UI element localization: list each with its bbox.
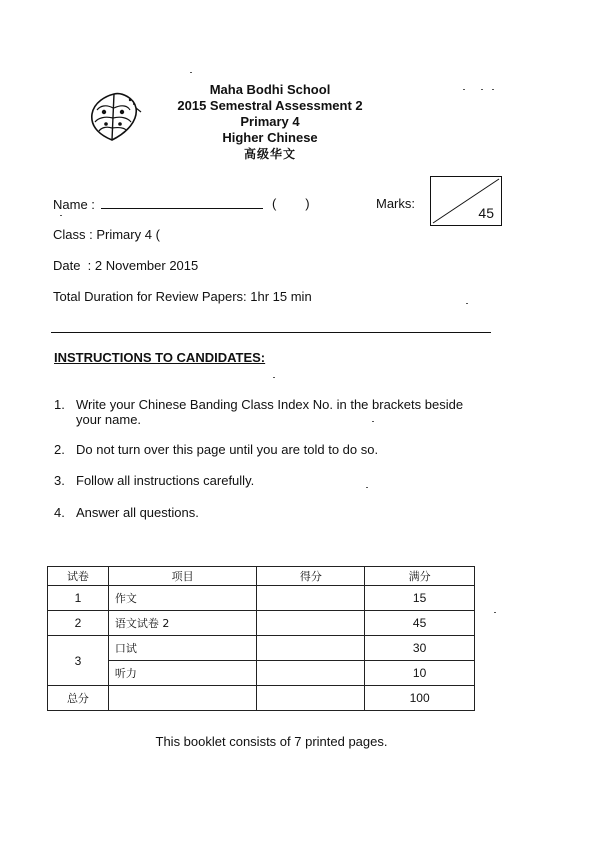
instruction-number: 3. xyxy=(54,473,65,488)
scan-speck xyxy=(366,487,368,488)
scan-speck xyxy=(273,377,275,378)
instruction-number: 4. xyxy=(54,505,65,520)
full-cell: 10 xyxy=(365,661,475,686)
table-row xyxy=(48,611,475,636)
item-cell: 语文试卷 2 xyxy=(108,611,257,636)
duration-field: Total Duration for Review Papers: 1hr 15 min xyxy=(53,289,312,304)
level: Primary 4 xyxy=(240,114,300,129)
school-logo xyxy=(84,88,142,146)
item-cell: 作文 xyxy=(108,586,257,611)
school-name: Maha Bodhi School xyxy=(209,82,331,97)
scan-speck xyxy=(190,72,192,73)
scan-speck xyxy=(481,89,483,90)
full-cell: 15 xyxy=(365,586,475,611)
scan-speck xyxy=(60,215,62,216)
full-cell: 30 xyxy=(365,636,475,661)
item-cell: 口试 xyxy=(108,636,257,661)
instruction-text: Follow all instructions carefully. xyxy=(76,473,255,488)
header-item: 项目 xyxy=(108,567,257,586)
instruction-number: 1. xyxy=(54,397,65,412)
header-full: 满分 xyxy=(365,567,475,586)
subject-chinese: 高级华文 xyxy=(243,147,296,161)
paper-cell: 2 xyxy=(48,611,109,636)
table-row xyxy=(48,636,475,661)
scan-speck xyxy=(494,612,496,613)
name-label: Name : xyxy=(53,197,95,212)
score-cell[interactable] xyxy=(257,636,365,661)
instruction-text: Do not turn over this page until you are told to do so. xyxy=(76,442,379,457)
header-score: 得分 xyxy=(257,567,365,586)
instruction-text: Write your Chinese Banding Class Index No. in the brackets beside your name. xyxy=(76,397,464,427)
instruction-item xyxy=(54,505,494,521)
instructions-title: INSTRUCTIONS TO CANDIDATES: xyxy=(54,350,266,365)
index-brackets: ( ) xyxy=(272,196,310,211)
score-cell[interactable] xyxy=(257,661,365,686)
full-cell: 45 xyxy=(365,611,475,636)
table-total-row xyxy=(48,686,475,711)
total-full-cell: 100 xyxy=(365,686,475,711)
total-item-cell xyxy=(108,686,257,711)
score-cell[interactable] xyxy=(257,611,365,636)
table-header-row xyxy=(48,567,475,586)
paper-cell: 1 xyxy=(48,586,109,611)
scan-speck xyxy=(372,421,374,422)
header-paper: 试卷 xyxy=(48,567,109,586)
instruction-item xyxy=(54,442,494,458)
marks-table xyxy=(47,566,475,711)
marks-total: 45 xyxy=(478,205,494,221)
instruction-item xyxy=(54,473,494,489)
scan-speck xyxy=(463,89,465,90)
class-field: Class : Primary 4 ( xyxy=(53,227,160,242)
paper-cell: 3 xyxy=(48,636,109,686)
name-field xyxy=(53,196,263,212)
scan-speck xyxy=(466,303,468,304)
name-blank[interactable] xyxy=(101,196,263,209)
date-field: Date : 2 November 2015 xyxy=(53,258,199,273)
item-cell: 听力 xyxy=(108,661,257,686)
instruction-text: Answer all questions. xyxy=(76,505,199,520)
document-header xyxy=(150,82,390,162)
total-label: 总分 xyxy=(48,686,109,711)
marks-box xyxy=(430,176,502,226)
subject: Higher Chinese xyxy=(222,130,318,145)
assessment-title: 2015 Semestral Assessment 2 xyxy=(177,98,363,113)
table-row xyxy=(48,586,475,611)
marks-label: Marks: xyxy=(376,196,415,211)
page-count-note: This booklet consists of 7 printed pages. xyxy=(155,734,388,749)
score-cell[interactable] xyxy=(257,586,365,611)
divider xyxy=(51,332,491,333)
scan-speck xyxy=(492,89,494,90)
total-score-cell[interactable] xyxy=(257,686,365,711)
instruction-number: 2. xyxy=(54,442,65,457)
instruction-item xyxy=(54,397,494,429)
table-row xyxy=(48,661,475,686)
